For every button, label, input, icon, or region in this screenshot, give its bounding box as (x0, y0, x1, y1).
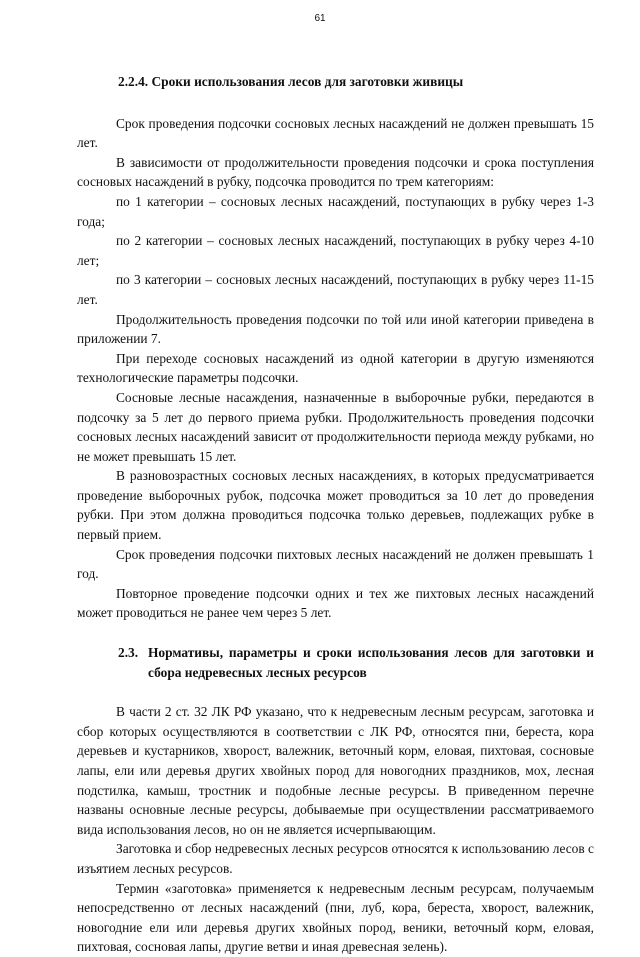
paragraph: Сосновые лесные насаждения, назначенные в выборочные рубки, передаются в подсочку за 5 лет до первого приема рубки. Продолжительность проведения подсочки сосновых лесных насаждений зависит от продолжительности периода между рубками, но не может превышать 15 лет. (77, 389, 594, 464)
paragraph: В разновозрастных сосновых лесных насаждениях, в которых предусматривается проведение выборочных рубок, подсочка может проводиться за 10 лет до проведения рубки. При этом должна проводиться подсочка только деревьев, подлежащих рубке в первый прием. (77, 468, 594, 543)
section-2-3-body (77, 702, 594, 957)
section-heading-2-3 (77, 643, 594, 682)
section-number: 2.3. (118, 645, 139, 661)
paragraph: Срок проведения подсочки сосновых лесных насаждений не должен превышать 15 лет. (77, 115, 594, 151)
paragraph: Продолжительность проведения подсочки по той или иной категории приведена в приложении 7. (77, 311, 594, 347)
paragraph: В зависимости от продолжительности проведения подсочки и срока поступления сосновых насаждений в рубку, подсочка проводится по трем категориям: (77, 154, 594, 190)
paragraph: Термин «заготовка» применяется к недревесным лесным ресурсам, получаемым непосредственно от лесных насаждений (пни, луб, кора, береста, хворост, валежник, новогодние ели или деревья других хвойных пород, веники, веточный корм, еловая, пихтовая, сосновая лапы, другие ветви и иная древесная зелень). (77, 880, 594, 955)
paragraph: Повторное проведение подсочки одних и тех же пихтовых лесных насаждений может проводиться не ранее чем через 5 лет. (77, 585, 594, 621)
paragraph: Заготовка и сбор недревесных лесных ресурсов относятся к использованию лесов с изъятием лесных ресурсов. (77, 841, 594, 876)
paragraph: Срок проведения подсочки пихтовых лесных насаждений не должен превышать 1 год. (77, 546, 594, 582)
section-title: Нормативы, параметры и сроки использования лесов для заготовки и сбора недревесных лесных ресурсов (148, 645, 594, 680)
document-body (77, 72, 594, 957)
section-2-2-4-body (77, 114, 594, 623)
page-number: 61 (314, 13, 326, 24)
section-heading-2-2-4: 2.2.4. Сроки использования лесов для заготовки живицы (118, 74, 464, 89)
paragraph: по 1 категории – сосновых лесных насаждений, поступающих в рубку через 1-3 года; (77, 193, 594, 229)
paragraph: по 2 категории – сосновых лесных насаждений, поступающих в рубку через 4-10 лет; (77, 233, 594, 268)
paragraph: по 3 категории – сосновых лесных насаждений, поступающих в рубку через 11-15 лет. (77, 272, 594, 307)
paragraph: При переходе сосновых насаждений из одной категории в другую изменяются технологические параметры подсочки. (77, 350, 594, 386)
paragraph: В части 2 ст. 32 ЛК РФ указано, что к недревесным лесным ресурсам, заготовка и сбор которых осуществляются в соответствии с ЛК РФ, относятся пни, береста, кора деревьев и кустарников, хворост, валежник, веточный корм, еловая, пихтовая, сосновые лапы, ели или деревья других хвойных пород для новогодних праздников, мох, лесная подстилка, камыш, тростник и подобные лесные ресурсы. В приведенном перечне названы основные лесные ресурсы, добываемые при осуществлении рассматриваемого вида использования лесов, но он не является исчерпывающим. (77, 704, 594, 837)
